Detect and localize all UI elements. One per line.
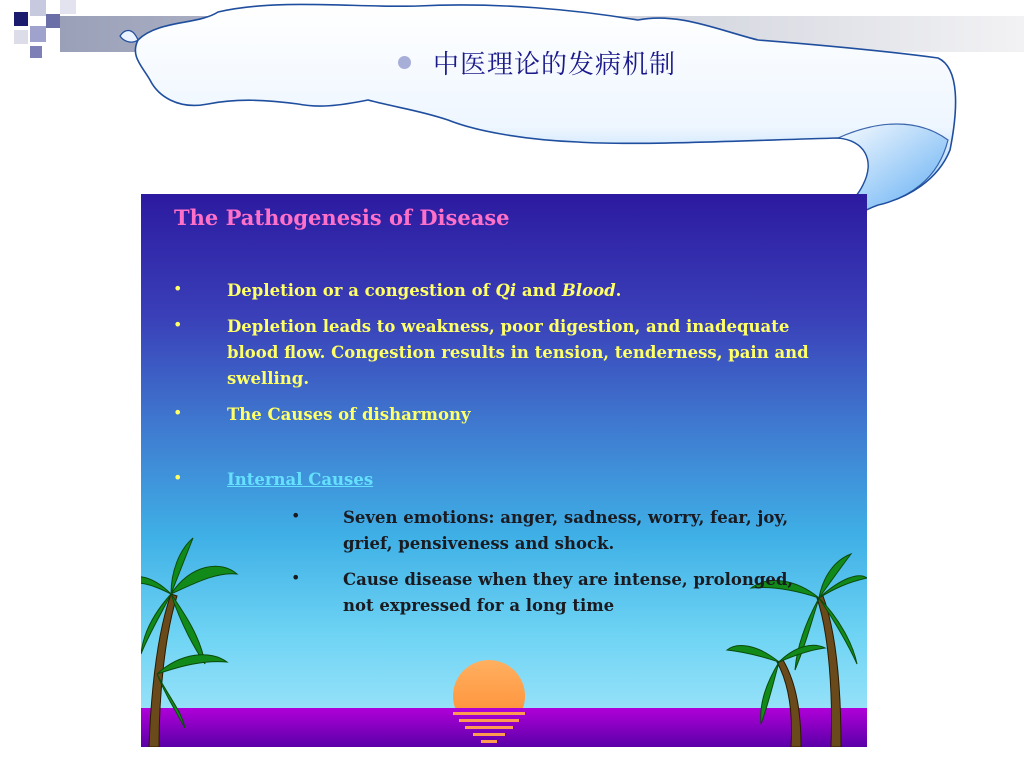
term-blood: Blood bbox=[561, 281, 616, 300]
bullet-depletion bbox=[227, 314, 809, 392]
sub-bullet-marker: • bbox=[291, 506, 301, 525]
sub-bullet-cause-disease bbox=[343, 567, 793, 619]
slide-title: The Pathogenesis of Disease bbox=[174, 205, 510, 230]
bullet-marker: • bbox=[173, 279, 183, 298]
sub-bullet-line: Seven emotions: anger, sadness, worry, fear, joy, bbox=[343, 508, 789, 527]
bullet-marker: • bbox=[173, 468, 183, 487]
bullet-text-mid: and bbox=[516, 281, 562, 300]
sub-bullet-line: grief, pensiveness and shock. bbox=[343, 534, 615, 553]
sub-bullet-marker: • bbox=[291, 568, 301, 587]
page-title: 中医理论的发病机制 bbox=[433, 49, 677, 80]
bullet-text-prefix: Depletion or a congestion of bbox=[227, 281, 496, 300]
internal-causes-link[interactable]: Internal Causes bbox=[227, 470, 374, 489]
bullet-text-suffix: . bbox=[615, 281, 622, 300]
page-title-row bbox=[398, 42, 676, 82]
bullet-line: blood flow. Congestion results in tension, tenderness, pain and bbox=[227, 343, 809, 362]
bullet-line: Depletion leads to weakness, poor digestion, and inadequate bbox=[227, 317, 790, 336]
sub-bullet-emotions bbox=[343, 505, 788, 557]
slide-image bbox=[141, 194, 867, 747]
sub-bullet-line: Cause disease when they are intense, prolonged, bbox=[343, 570, 794, 589]
sub-bullet-line: not expressed for a long time bbox=[343, 596, 615, 615]
bullet-marker: • bbox=[173, 315, 183, 334]
bullet-marker: • bbox=[173, 403, 183, 422]
bullet-line: swelling. bbox=[227, 369, 310, 388]
title-bullet-icon bbox=[398, 56, 411, 69]
bullet-qi-blood bbox=[227, 278, 621, 304]
bullet-causes: The Causes of disharmony bbox=[227, 405, 471, 424]
term-qi: Qi bbox=[495, 281, 517, 300]
